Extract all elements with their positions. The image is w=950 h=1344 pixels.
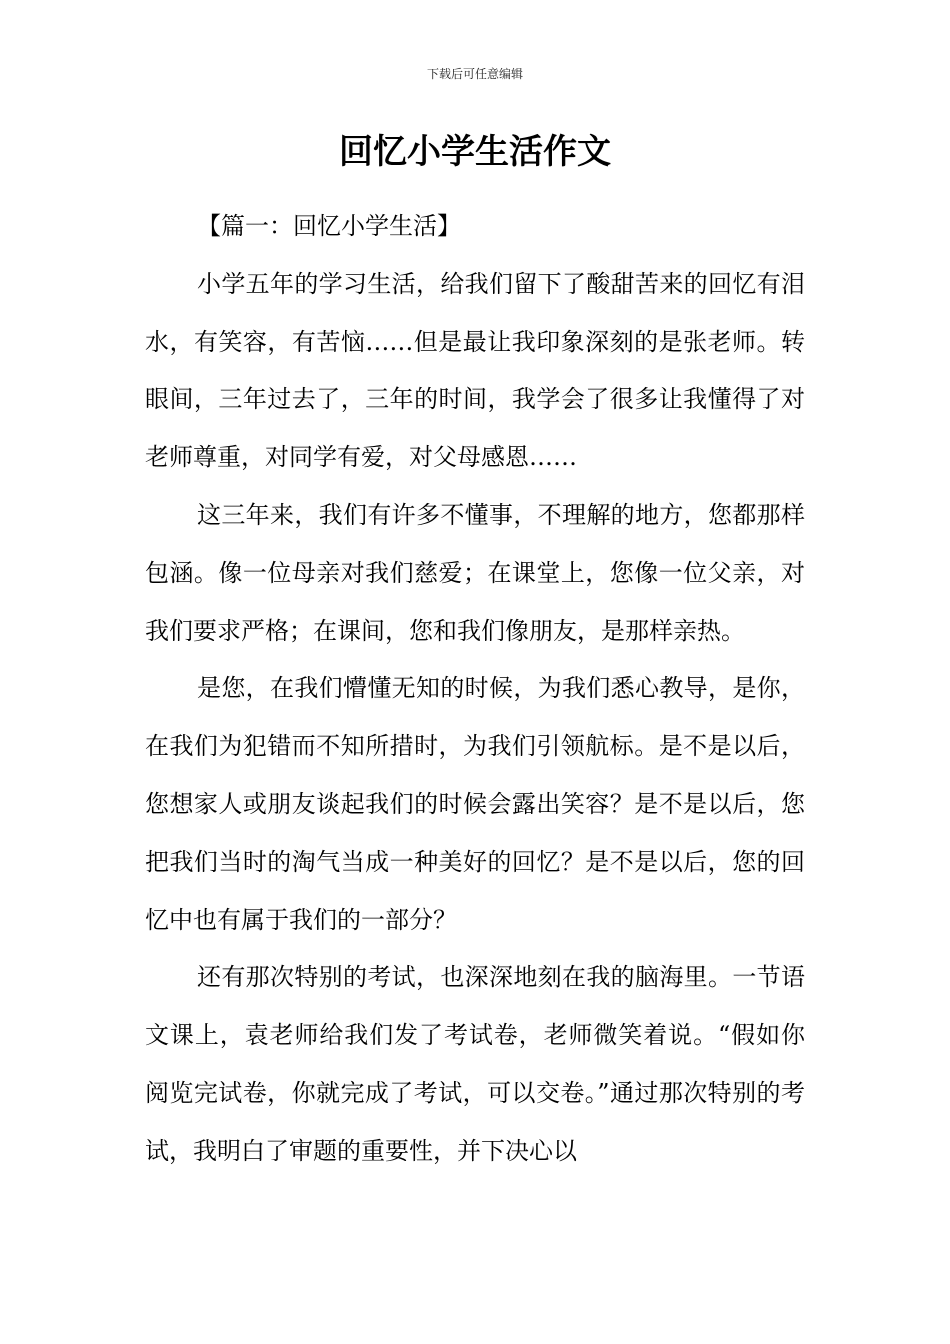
document-title: 回忆小学生活作文 [339, 132, 611, 172]
paragraph-4: 还有那次特别的考试，也深深地刻在我的脑海里。一节语文课上，袁老师给我们发了考试卷，老师微笑着说。“假如你阅览完试卷，你就完成了考试，可以交卷。”通过那次特别的考试，我明白了审题的重要性，并下决心以 [145, 963, 805, 1165]
page-header-note: 下载后可任意编辑 [426, 67, 523, 81]
section-heading: 【篇一：回忆小学生活】 [197, 212, 461, 240]
paragraph-3: 是您，在我们懵懂无知的时候，为我们悉心教导，是你，在我们为犯错而不知所措时，为我们引领航标。是不是以后，您想家人或朋友谈起我们的时候会露出笑容？是不是以后，您把我们当时的淘气当成一种美好的回忆？是不是以后，您的回忆中也有属于我们的一部分？ [145, 674, 805, 934]
paragraph-1: 小学五年的学习生活，给我们留下了酸甜苦来的回忆有泪水，有笑容，有苦恼……但是最让我印象深刻的是张老师。转眼间，三年过去了，三年的时间，我学会了很多让我懂得了对老师尊重，对同学有爱，对父母感恩…… [145, 269, 805, 472]
document-body [145, 198, 805, 1181]
paragraph-2: 这三年来，我们有许多不懂事，不理解的地方，您都那样包涵。像一位母亲对我们慈爱；在课堂上，您像一位父亲，对我们要求严格；在课间，您和我们像朋友，是那样亲热。 [145, 500, 805, 645]
